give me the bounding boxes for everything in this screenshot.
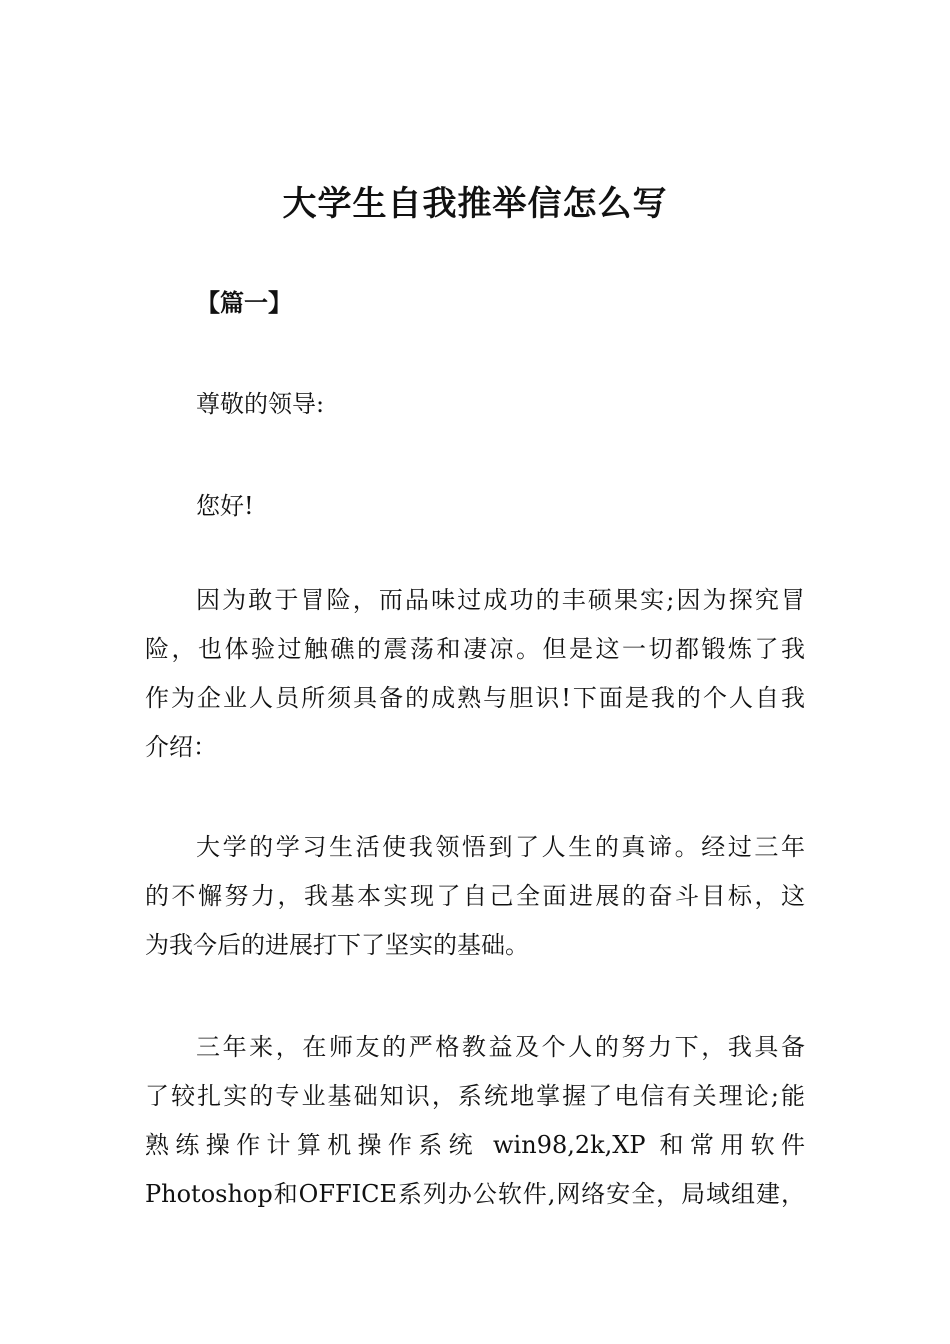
paragraph-line: 介绍：	[145, 733, 217, 761]
greeting: 您好!	[196, 492, 254, 520]
paragraph-line: 险，也体验过触礁的震荡和凄凉。但是这一切都锻炼了我	[145, 635, 805, 663]
paragraph-intro	[145, 576, 805, 772]
paragraph-line: 大学的学习生活使我领悟到了人生的真谛。经过三年	[196, 833, 805, 861]
paragraph-line: 了较扎实的专业基础知识，系统地掌握了电信有关理论;能	[145, 1082, 805, 1110]
paragraph-line: 为我今后的进展打下了坚实的基础。	[145, 931, 529, 959]
paragraph-line: 作为企业人员所须具备的成熟与胆识!下面是我的个人自我	[145, 684, 805, 712]
paragraph-line: Photoshop和OFFICE系列办公软件,网络安全，局域组建，	[145, 1180, 805, 1208]
paragraph-skills	[145, 1023, 805, 1219]
salutation: 尊敬的领导:	[196, 390, 325, 418]
paragraph-line: 三年来，在师友的严格教益及个人的努力下，我具备	[196, 1033, 805, 1061]
section-heading: 【篇一】	[196, 289, 292, 317]
paragraph-line: 因为敢于冒险，而品味过成功的丰硕果实;因为探究冒	[196, 586, 805, 614]
document-title: 大学生自我推举信怎么写	[282, 184, 668, 224]
paragraph-line: 的不懈努力，我基本实现了自己全面进展的奋斗目标，这	[145, 882, 805, 910]
paragraph-line: 熟练操作计算机操作系统 win98,2k,XP 和常用软件	[145, 1131, 805, 1159]
paragraph-university	[145, 823, 805, 970]
